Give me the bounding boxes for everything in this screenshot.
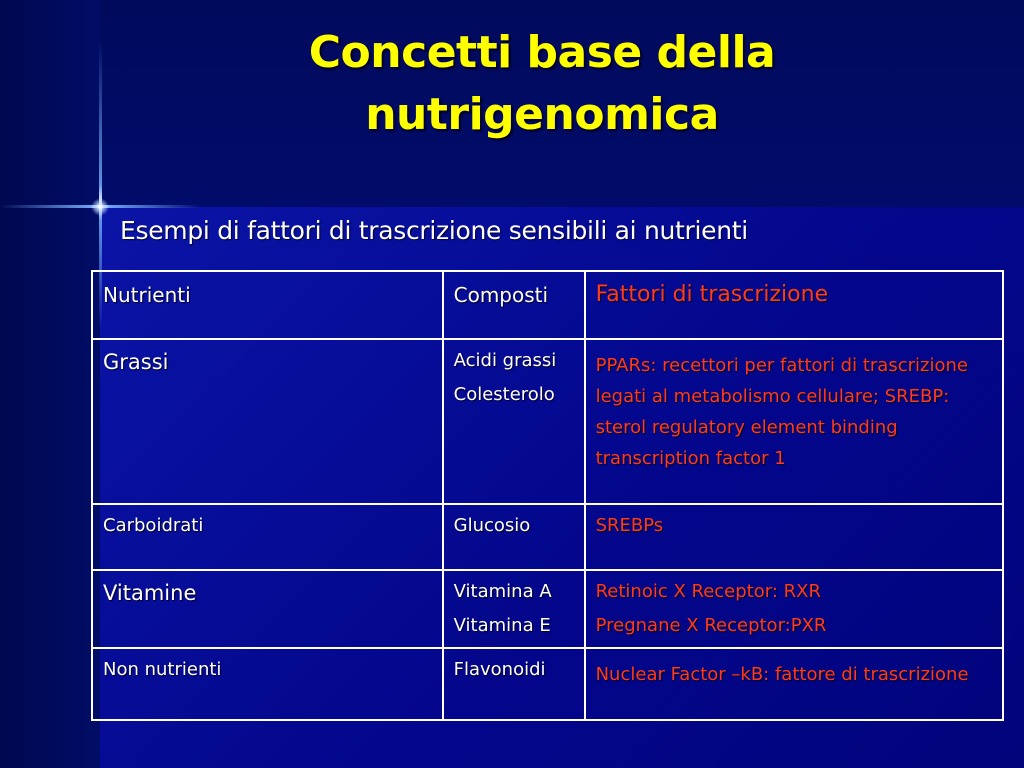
cell-composti (443, 504, 585, 570)
slide-title (150, 22, 934, 146)
slide-title-line-1: Concetti base della (308, 27, 776, 78)
slide-title-line-2: nutrigenomica (365, 89, 719, 140)
table-row (92, 504, 1003, 570)
fattore-item: Pregnane X Receptor:PXR (595, 615, 827, 636)
slide-subtitle: Esempi di fattori di trascrizione sensibili ai nutrienti (120, 216, 748, 245)
composto-item: Colesterolo (453, 384, 555, 405)
cell-fattori (585, 504, 1003, 570)
cell-fattori: PPARs: recettori per fattori di trascrizione legati al metabolismo cellulare; SREBP: sterol regulatory element binding transcription factor 1 (585, 339, 1003, 504)
composto-item: Flavonoidi (453, 659, 546, 680)
header-composti: Composti (443, 271, 585, 339)
cell-composti (443, 648, 585, 720)
composto-item: Glucosio (453, 515, 531, 536)
fattore-item: Retinoic X Receptor: RXR (595, 581, 821, 602)
composto-item: Vitamina E (453, 615, 551, 636)
cell-fattori (585, 570, 1003, 648)
fattore-item: SREBPs (595, 515, 664, 536)
header-nutrienti: Nutrienti (92, 271, 443, 339)
cell-composti (443, 339, 585, 504)
cell-nutriente: Grassi (92, 339, 443, 504)
cell-nutriente: Carboidrati (92, 504, 443, 570)
cell-nutriente: Non nutrienti (92, 648, 443, 720)
background-left-band (0, 0, 100, 768)
table-row (92, 570, 1003, 648)
composto-item: Acidi grassi (453, 350, 557, 371)
cell-composti (443, 570, 585, 648)
composto-item: Vitamina A (453, 581, 552, 602)
header-fattori: Fattori di trascrizione (585, 271, 1003, 339)
table-row (92, 648, 1003, 720)
cell-nutriente: Vitamine (92, 570, 443, 648)
table-row (92, 339, 1003, 504)
table-header-row (92, 271, 1003, 339)
nutrient-table (91, 270, 1004, 721)
cell-fattori: Nuclear Factor –kB: fattore di trascrizione (585, 648, 1003, 720)
sparkle-star-icon (91, 198, 109, 216)
